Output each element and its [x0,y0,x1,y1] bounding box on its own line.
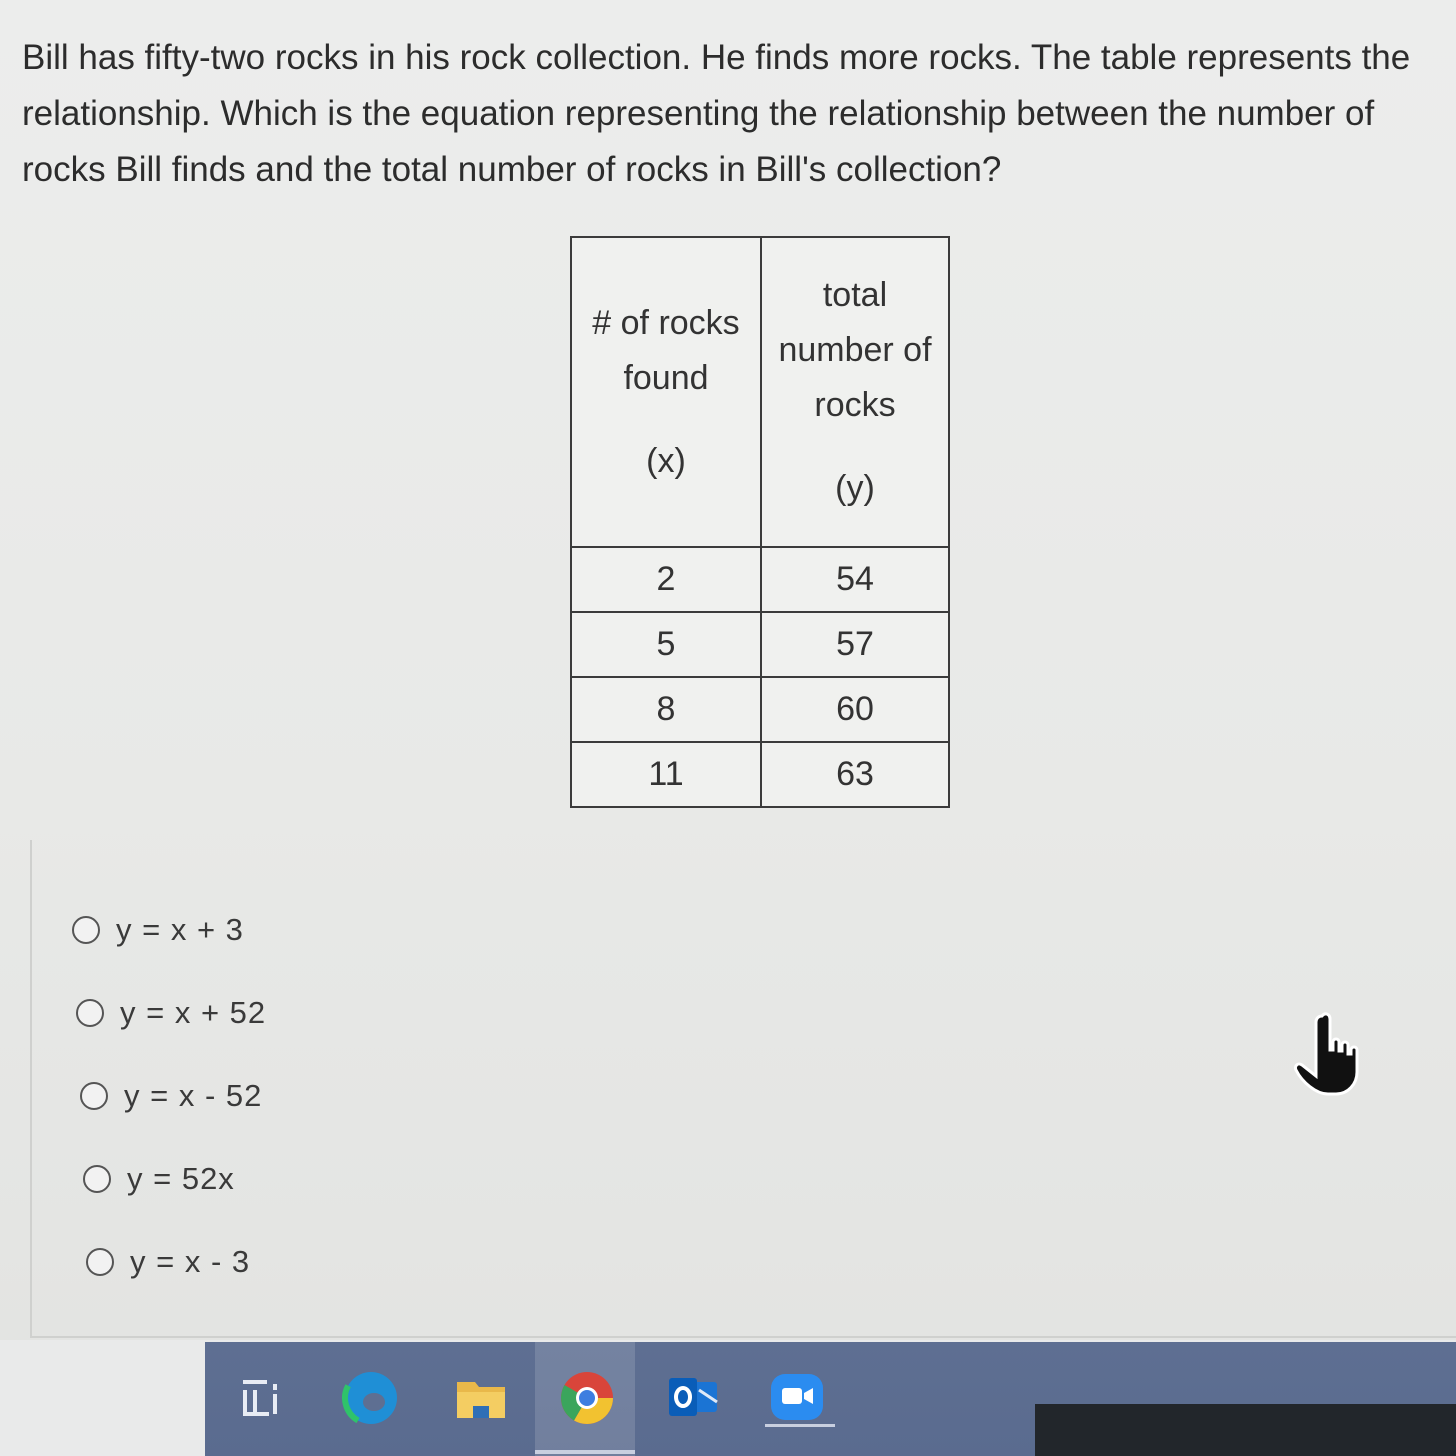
radio-button[interactable] [83,1165,111,1193]
zoom-icon[interactable] [767,1368,827,1428]
hand-cursor-icon [1292,1010,1362,1100]
table-cell-y: 54 [761,547,949,612]
answer-choice-1[interactable] [72,888,266,971]
header-total-rocks-label: total number of rocks [778,276,932,424]
table-cell-y: 63 [761,742,949,807]
answer-choice-3[interactable] [80,1054,266,1137]
table-cell-x: 5 [571,612,761,677]
table-row [571,742,949,807]
header-total-rocks [761,237,949,547]
header-x-variable: (x) [646,441,686,480]
answer-choice-2[interactable] [76,971,266,1054]
radio-button[interactable] [72,916,100,944]
table-cell-x: 2 [571,547,761,612]
answer-choice-label: y = x + 52 [120,994,267,1030]
table-cell-x: 11 [571,742,761,807]
question-text: Bill has fifty-two rocks in his rock collection. He finds more rocks. The table represents the relationship. Which is the equation representing the relationship between the number of rocks Bill finds and the total number of rocks in Bill's collection? [22,38,1411,189]
taskbar [205,1342,1456,1456]
answer-choice-label: y = x + 3 [116,911,244,947]
outlook-icon[interactable] [663,1368,723,1428]
table-row [571,677,949,742]
header-y-variable: (y) [835,469,875,507]
taskbar-tray-area [1035,1404,1456,1456]
header-rocks-found-label: # of rocks found [592,303,740,397]
answer-choice-label: y = x - 52 [124,1077,263,1113]
answer-choices [72,888,266,1303]
answer-choice-5[interactable] [86,1220,266,1303]
table-row [571,547,949,612]
answer-choice-label: y = 52x [127,1160,235,1196]
header-rocks-found [571,237,761,547]
file-explorer-icon[interactable] [451,1368,511,1428]
edge-icon[interactable] [341,1368,401,1428]
radio-button[interactable] [86,1248,114,1276]
answer-choice-label: y = x - 3 [130,1243,251,1279]
table-header-row [571,237,949,547]
table-row [571,612,949,677]
radio-button[interactable] [80,1082,108,1110]
answer-choice-4[interactable] [83,1137,266,1220]
taskbar-active-indicator [535,1450,635,1454]
radio-button[interactable] [76,999,104,1027]
table-cell-y: 57 [761,612,949,677]
rocks-table [570,236,950,808]
task-view-icon[interactable] [233,1368,293,1428]
table-cell-x: 8 [571,677,761,742]
table-cell-y: 60 [761,677,949,742]
chrome-icon[interactable] [557,1368,617,1428]
